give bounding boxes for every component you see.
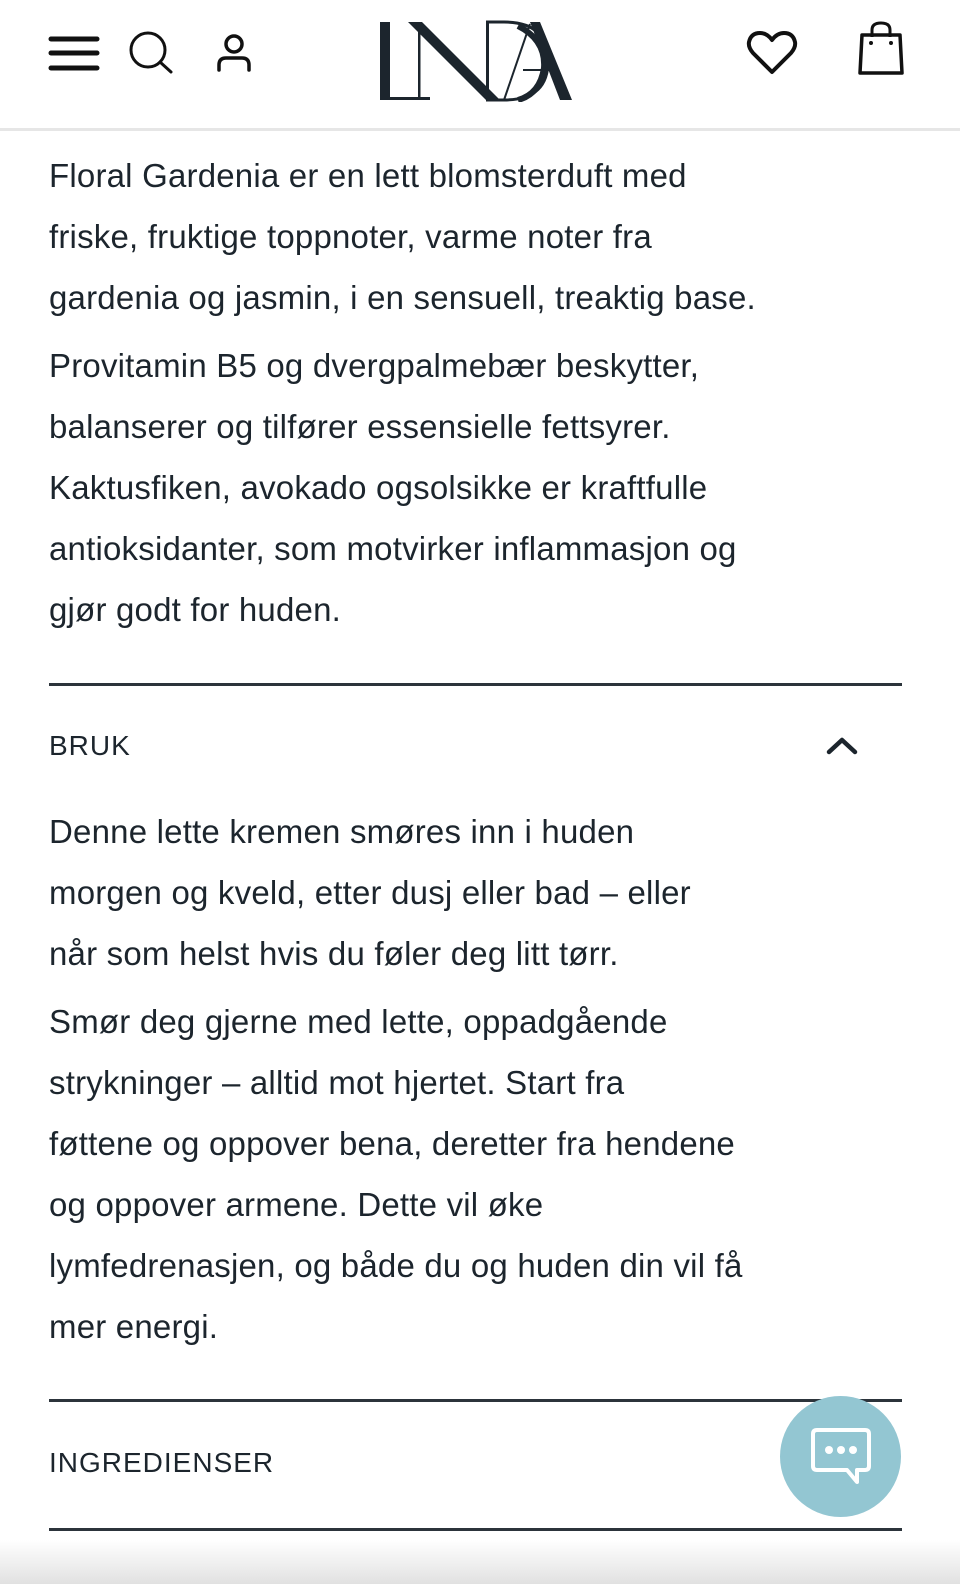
text-line: når som helst hvis du føler deg litt tørr.	[49, 935, 619, 972]
text-line: Provitamin B5 og dvergpalmebær beskytter,	[49, 347, 700, 384]
accordion-header-ingredienser[interactable]	[49, 1433, 902, 1493]
divider	[49, 683, 902, 686]
bottom-shadow	[0, 1540, 960, 1584]
description-paragraph	[49, 335, 909, 640]
menu-button[interactable]	[48, 34, 100, 74]
text-line: balanserer og tilfører essensielle fettsyrer.	[49, 408, 671, 445]
text-line: strykninger – alltid mot hjertet. Start fra	[49, 1064, 625, 1101]
wishlist-button[interactable]	[746, 30, 798, 76]
accordion-body-bruk	[49, 801, 909, 984]
text-line: gardenia og jasmin, i en sensuell, treaktig base.	[49, 279, 756, 316]
heart-icon	[746, 30, 798, 76]
brand-logo[interactable]	[378, 20, 574, 102]
text-line: antioksidanter, som motvirker inflammasjon og	[49, 530, 737, 567]
accordion-title: BRUK	[49, 730, 131, 761]
text-line: Kaktusfiken, avokado ogsolsikke er kraftfulle	[49, 469, 708, 506]
description-section	[49, 145, 909, 328]
text-line: gjør godt for huden.	[49, 591, 342, 628]
divider	[49, 1399, 902, 1402]
text-line: friske, fruktige toppnoter, varme noter fra	[49, 218, 652, 255]
text-line: Floral Gardenia er en lett blomsterduft med	[49, 157, 687, 194]
search-icon	[128, 30, 176, 76]
accordion-header-bruk[interactable]	[49, 716, 902, 776]
site-header	[0, 0, 960, 131]
description-paragraph	[49, 145, 909, 328]
shopping-bag-icon	[856, 20, 906, 76]
usage-paragraph	[49, 801, 909, 984]
description-section-2	[49, 335, 909, 640]
text-line: morgen og kveld, etter dusj eller bad – eller	[49, 874, 691, 911]
accordion-title: INGREDIENSER	[49, 1447, 275, 1478]
user-icon	[212, 32, 256, 74]
text-line: og oppover armene. Dette vil øke	[49, 1186, 544, 1223]
account-button[interactable]	[212, 32, 256, 74]
search-button[interactable]	[128, 30, 176, 76]
divider	[49, 1528, 902, 1531]
chat-bubble-icon	[809, 1426, 873, 1488]
text-line: Smør deg gjerne med lette, oppadgående	[49, 1003, 668, 1040]
cart-button[interactable]	[856, 20, 906, 76]
text-line: føttene og oppover bena, deretter fra hendene	[49, 1125, 735, 1162]
accordion-body-bruk-2	[49, 991, 909, 1357]
chat-button[interactable]	[780, 1396, 901, 1517]
hamburger-menu-icon	[48, 34, 100, 74]
lnda-logo	[378, 20, 574, 102]
text-line: lymfedrenasjen, og både du og huden din vil få	[49, 1247, 743, 1284]
text-line: mer energi.	[49, 1308, 219, 1345]
chevron-up-icon[interactable]	[822, 726, 862, 766]
usage-paragraph	[49, 991, 909, 1357]
text-line: Denne lette kremen smøres inn i huden	[49, 813, 635, 850]
